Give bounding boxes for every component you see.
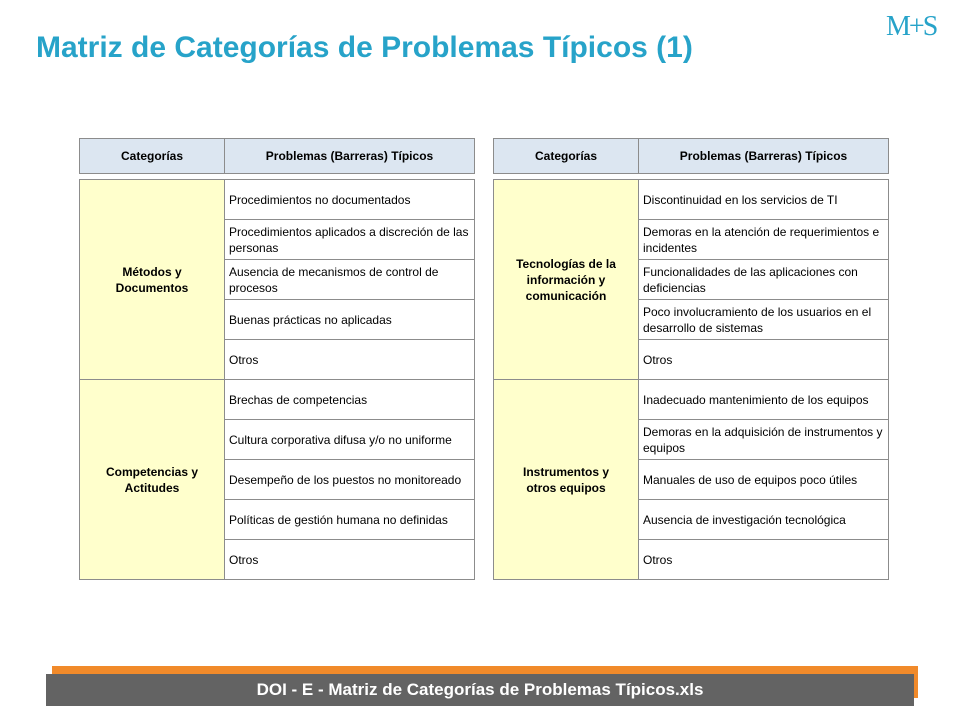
problem-cell: Otros [225,340,475,380]
problem-cell: Otros [639,340,889,380]
right-matrix-table [493,138,889,580]
problem-cell: Políticas de gestión humana no definidas [225,500,475,540]
category-cell: Métodos y Documentos [80,180,225,380]
table-row [80,180,475,220]
company-logo: M+S [886,11,937,42]
problem-cell: Ausencia de mecanismos de control de procesos [225,260,475,300]
category-cell: Tecnologías de la información y comunicación [494,180,639,380]
problem-cell: Cultura corporativa difusa y/o no uniforme [225,420,475,460]
problem-cell: Discontinuidad en los servicios de TI [639,180,889,220]
footer-filename: DOI - E - Matriz de Categorías de Problemas Típicos.xls [46,674,914,706]
problem-cell: Demoras en la adquisición de instrumentos y equipos [639,420,889,460]
problem-cell: Procedimientos no documentados [225,180,475,220]
header-categorias: Categorías [80,139,225,174]
table-row [494,180,889,220]
problem-cell: Brechas de competencias [225,380,475,420]
problem-cell: Procedimientos aplicados a discreción de las personas [225,220,475,260]
table-row [80,380,475,420]
problem-cell: Ausencia de investigación tecnológica [639,500,889,540]
page-title: Matriz de Categorías de Problemas Típicos (1) [36,31,693,64]
header-categorias: Categorías [494,139,639,174]
problem-cell: Demoras en la atención de requerimientos e incidentes [639,220,889,260]
table-row [494,380,889,420]
problem-cell: Desempeño de los puestos no monitoreado [225,460,475,500]
problem-cell: Funcionalidades de las aplicaciones con deficiencias [639,260,889,300]
problem-cell: Otros [639,540,889,580]
problem-cell: Otros [225,540,475,580]
problem-cell: Poco involucramiento de los usuarios en el desarrollo de sistemas [639,300,889,340]
problem-cell: Inadecuado mantenimiento de los equipos [639,380,889,420]
header-problemas: Problemas (Barreras) Típicos [639,139,889,174]
category-cell: Competencias y Actitudes [80,380,225,580]
left-matrix-table [79,138,475,580]
problem-cell: Buenas prácticas no aplicadas [225,300,475,340]
category-cell: Instrumentos y otros equipos [494,380,639,580]
header-problemas: Problemas (Barreras) Típicos [225,139,475,174]
problem-cell: Manuales de uso de equipos poco útiles [639,460,889,500]
